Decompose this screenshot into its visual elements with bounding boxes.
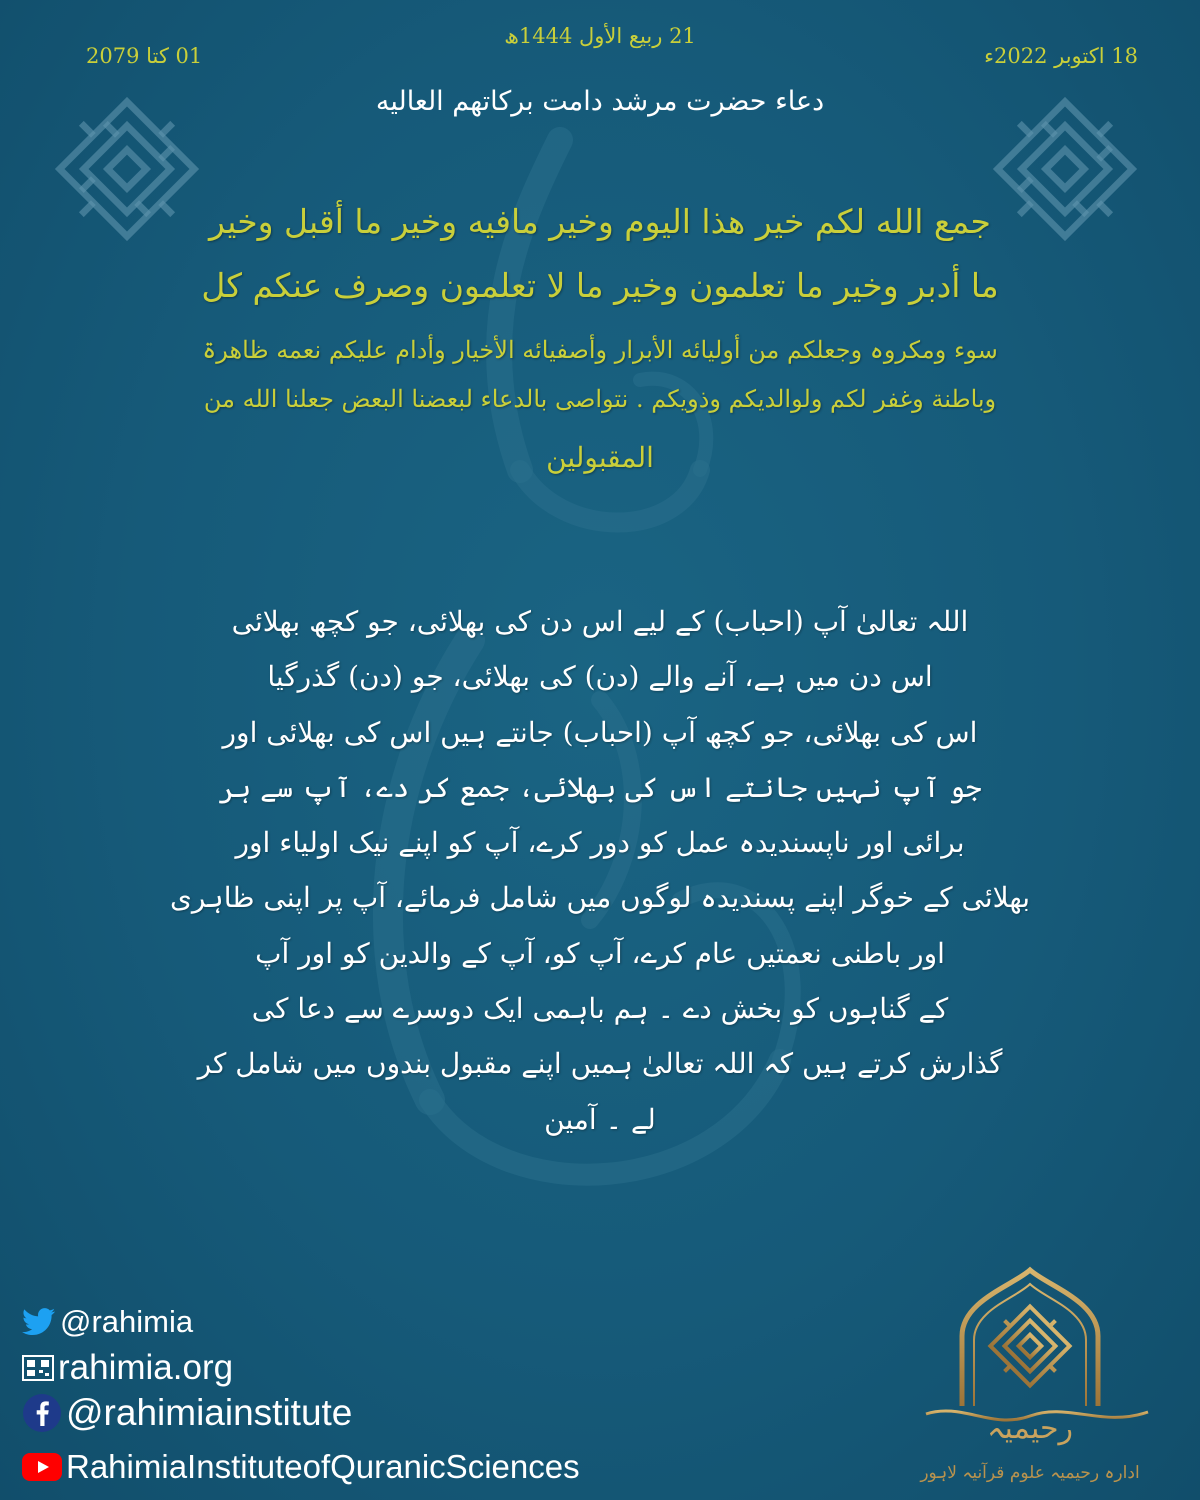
rahimia-institute-logo: [902, 1266, 1172, 1496]
youtube-channel: RahimiaInstituteofQuranicSciences: [66, 1448, 580, 1485]
urdu-line: کے گناہوں کو بخش دے ۔ ہم باہمی ایک دوسرے سے دعا کی: [251, 992, 949, 1026]
youtube-link[interactable]: [22, 1448, 580, 1486]
urdu-line: اور باطنی نعمتیں عام کرے، آپ کو، آپ کے والدین کو اور آپ: [255, 936, 945, 970]
gregorian-date: 18 اکتوبر 2022ء: [984, 44, 1138, 68]
facebook-handle: @rahimiainstitute: [66, 1392, 353, 1433]
urdu-line: گذارش کرتے ہیں کہ اللہ تعالیٰ ہمیں اپنے مقبول بندوں میں شامل کر: [197, 1047, 1003, 1081]
twitter-link[interactable]: [22, 1304, 193, 1340]
facebook-icon: [22, 1393, 62, 1433]
arabic-line: وباطنة وغفر لکم ولوالدیکم وذویکم . نتواصی بالدعاء لبعضنا البعض جعلنا الله من: [203, 385, 997, 413]
page-title: دعاء حضرت مرشد دامت برکاتھم العالیه: [375, 86, 825, 117]
urdu-line: برائی اور ناپسندیدہ عمل کو دور کرے، آپ کو اپنے نیک اولیاء اور: [235, 826, 965, 860]
urdu-line: اللہ تعالیٰ آپ (احباب) کے لیے اس دن کی بھلائی، جو کچھ بھلائی: [231, 605, 969, 638]
arabic-line: جمع الله لکم خیر ھذا الیوم وخیر مافیه وخیر ما أقبل وخیر: [209, 202, 991, 241]
desi-date: 01 کتا 2079: [86, 44, 203, 68]
arabic-line: ما أدبر وخیر ما تعلمون وخیر ما لا تعلمون وصرف عنکم کل: [201, 266, 999, 305]
urdu-line: اس دن میں ہے، آنے والے (دن) کی بھلائی، جو (دن) گذرگیا: [267, 660, 933, 694]
twitter-bird-icon: [22, 1308, 56, 1336]
website-link[interactable]: [22, 1348, 233, 1388]
logo-subtitle: ادارہ رحیمیہ علوم قرآنیہ لاہور: [920, 1463, 1140, 1483]
youtube-icon: [22, 1453, 62, 1481]
urdu-translation: [150, 594, 1050, 1147]
arabic-line: سوء ومکروہ وجعلکم من أولیائه الأبرار وأصفیائه الأخیار وأدام علیکم نعمه ظاھرۃ: [202, 336, 998, 364]
web-qr-icon: [22, 1355, 54, 1381]
urdu-line: جو آپ نہیں جانتے اس کی بھلائی، جمع کر دے، آپ سے ہر: [218, 770, 982, 804]
urdu-line: لے ۔ آمین: [544, 1102, 656, 1136]
twitter-handle: @rahimia: [60, 1304, 194, 1339]
logo-wordmark: رحیمیہ: [986, 1411, 1074, 1446]
website-url: rahimia.org: [58, 1348, 234, 1387]
urdu-line: بھلائی کے خوگر اپنے پسندیدہ لوگوں میں شامل فرمائے، آپ پر اپنی ظاہری: [169, 881, 1031, 915]
arabic-dua-large: [70, 190, 1130, 318]
hijri-date: 21 ربیع الأول 1444ھ: [504, 24, 696, 48]
arabic-line: المقبولین: [546, 441, 654, 474]
urdu-line: اس کی بھلائی، جو کچھ آپ (احباب) جانتے ہیں اس کی بھلائی اور: [222, 715, 978, 749]
arabic-dua-small: [70, 326, 1130, 492]
facebook-link[interactable]: [22, 1392, 352, 1434]
